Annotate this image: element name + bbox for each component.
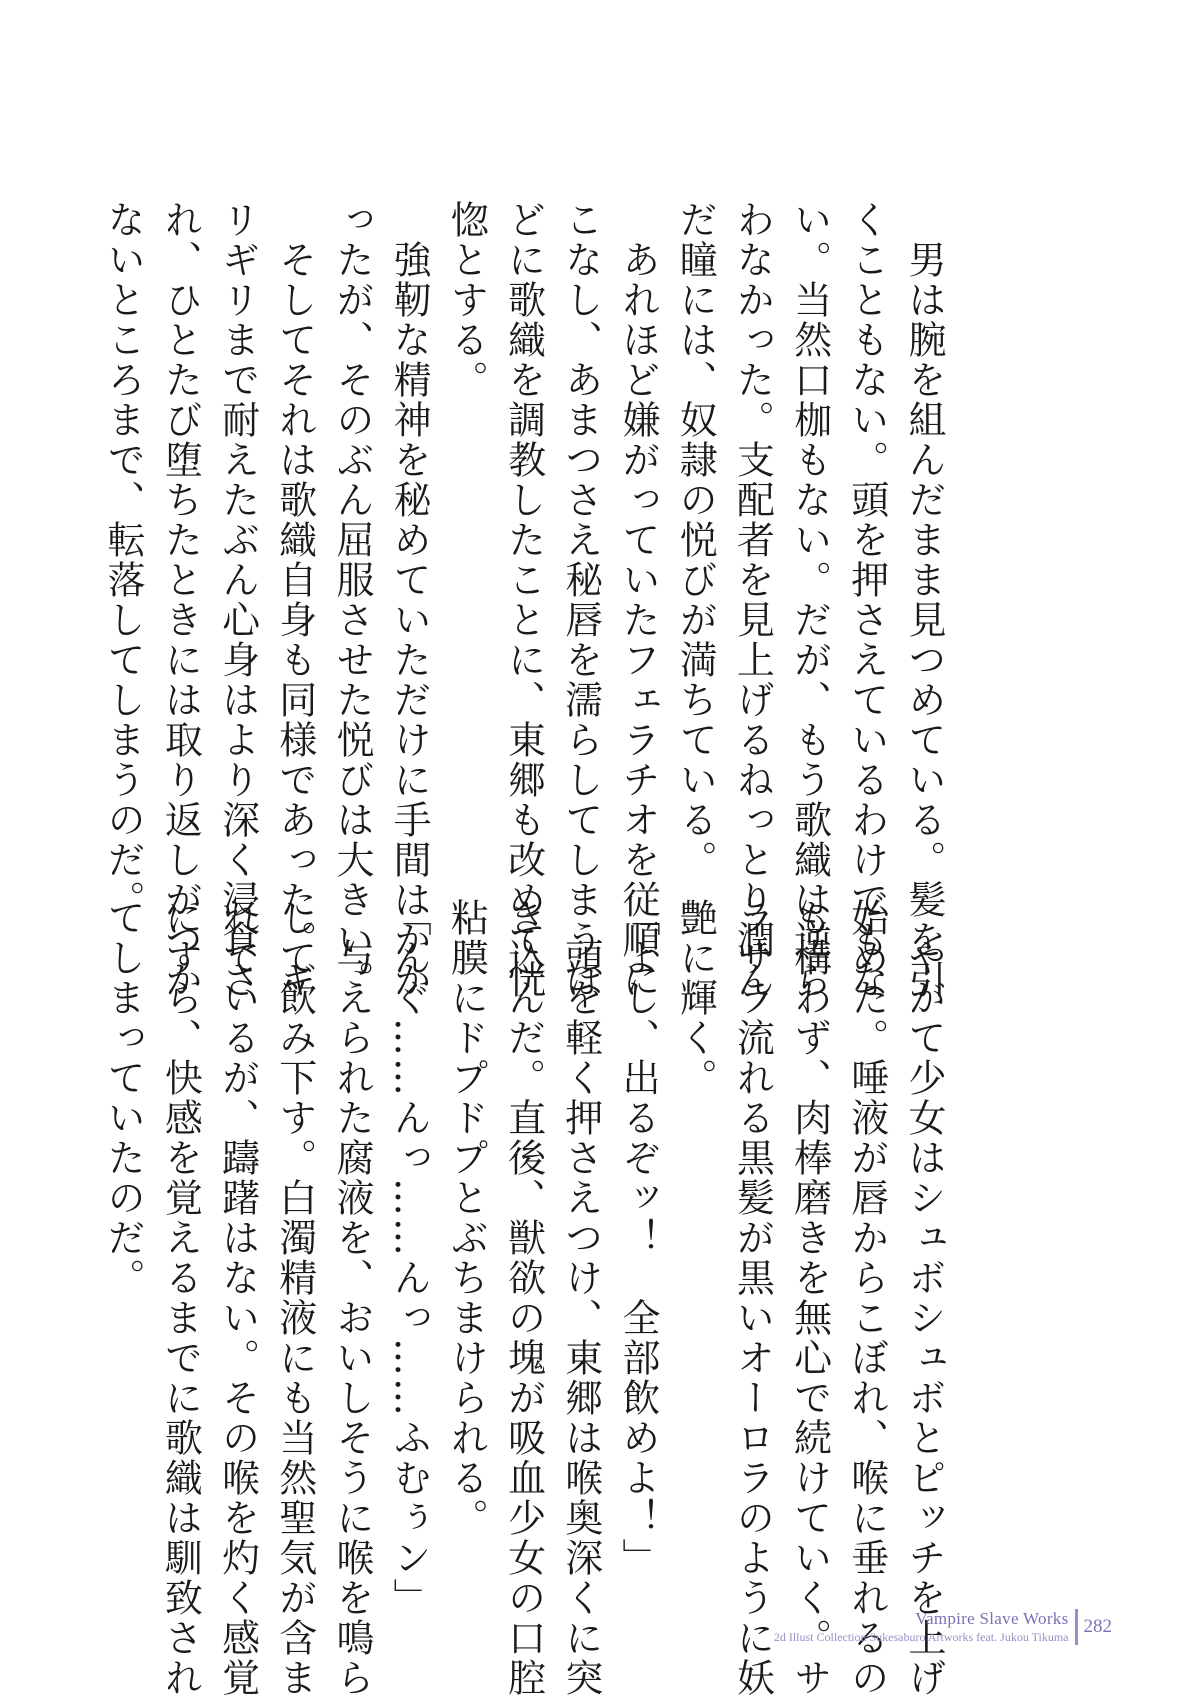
text-line: ったが、そのぶん屈服させた悦びは大きい。 [329, 200, 374, 1000]
text-line: 男は腕を組んだまま見つめている。髪を引 [902, 200, 946, 1000]
text-line: あれほど嫌がっていたフェラチオを従順に [615, 200, 660, 1000]
text-line: して飲み下す。白濁精液にも当然聖気が含ま [272, 898, 317, 1698]
text-line: 粘膜にドプドプとぶちまけられる。 [444, 898, 489, 1538]
text-line: ラサラ流れる黒髪が黒いオーロラのように妖 [730, 898, 775, 1698]
text-line: 「よし、出るぞッ！ 全部飲めよ！」 [615, 898, 660, 1578]
text-line: リギリまで耐えたぶん心身はより深く浸食さ [215, 200, 260, 1000]
text-line: い。当然口枷もない。だが、もう歌織は逆ら [787, 200, 832, 1000]
text-line: 与えられた腐液を、おいしそうに喉を鳴ら [329, 898, 374, 1698]
text-line: こなし、あまつさえ秘唇を濡らしてしまうほ [558, 200, 603, 1000]
book-subtitle: 2d Illust Collection Sukesaburo Artworks feat. Jukou Tikuma [773, 1630, 1069, 1644]
text-line: れ、ひとたび堕ちたときには取り返しがつか [158, 200, 203, 1000]
text-line: ないところまで、転落してしまうのだ。 [101, 200, 146, 920]
text-line: わなかった。支配者を見上げるねっとり潤ん [730, 200, 775, 1000]
text-line: れているが、躊躇はない。その喉を灼く感覚 [215, 898, 260, 1698]
text-line: 艶に輝く。 [673, 898, 718, 1098]
footer-titles [774, 1609, 1078, 1645]
book-title: Vampire Slave Works [915, 1609, 1069, 1628]
text-line: くこともない。頭を押さえているわけでもな [844, 200, 889, 1000]
text-line: やがて少女はシュボシュボとピッチを上げ [902, 898, 946, 1698]
page-footer [774, 1604, 1112, 1650]
text-line: 始めた。唾液が唇からこぼれ、喉に垂れるの [844, 898, 889, 1698]
page-number: 282 [1083, 1616, 1112, 1637]
text-line: 惚とする。 [444, 200, 489, 400]
text-line: どに歌織を調教したことに、東郷も改めて恍 [501, 200, 546, 1000]
text-line: 「んぐ……んっ……んっ……ふむぅン」 [387, 898, 432, 1618]
text-line: 頭を軽く押さえつけ、東郷は喉奥深くに突 [558, 898, 603, 1698]
text-line: き込んだ。直後、獣欲の塊が吸血少女の口腔 [501, 898, 546, 1698]
text-line: そしてそれは歌織自身も同様であった。ギ [272, 200, 317, 1000]
text-line: だ瞳には、奴隷の悦びが満ちている。 [673, 200, 718, 880]
text-line: 強靭な精神を秘めていただけに手間はかか [387, 200, 432, 1000]
text-line: にすら、快感を覚えるまでに歌織は馴致され [158, 898, 203, 1698]
text-line: も構わず、肉棒磨きを無心で続けていく。サ [787, 898, 832, 1698]
text-line: てしまっていたのだ。 [101, 898, 146, 1298]
